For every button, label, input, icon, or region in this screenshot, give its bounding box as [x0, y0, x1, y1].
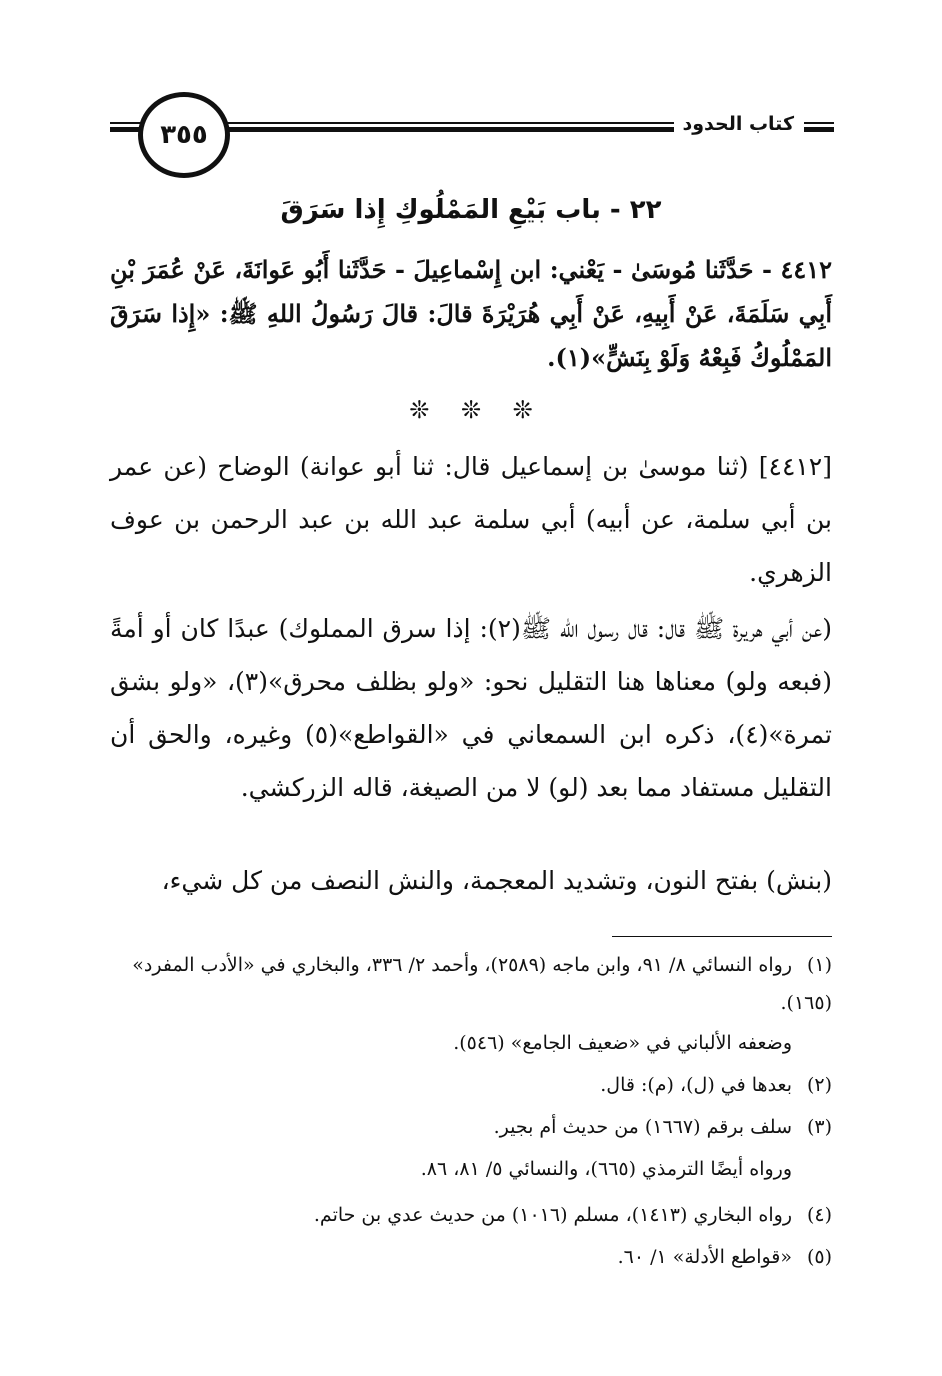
- page-number-badge: ٣٥٥: [138, 92, 230, 178]
- section-separator: ❊ ❊ ❊: [409, 396, 533, 424]
- footnote-5: [110, 1238, 832, 1276]
- footnote-text: بعدها في (ل)، (م): قال.: [600, 1074, 792, 1096]
- footnote-text: رواه النسائي ٨/ ٩١، وابن ماجه (٢٥٨٩)، وأحمد ٢/ ٣٣٦، والبخاري في «الأدب المفرد» (١٦٥).: [132, 954, 832, 1014]
- commentary-paragraph-3: (بنش) بفتح النون، وتشديد المعجمة، والنش النصف من كل شيء،: [161, 866, 832, 895]
- footnote-3: [110, 1108, 832, 1146]
- commentary-paragraph-1: [٤٤١٢] (ثنا موسىٰ بن إسماعيل قال: ثنا أبو عوانة) الوضاح (عن عمر بن أبي سلمة، عن أبيه) أبي سلمة عبد الله بن عبد الرحمن بن عوف الزهري.: [110, 452, 832, 587]
- footnote-number: (٥): [806, 1246, 832, 1268]
- footnote-2: [110, 1066, 832, 1104]
- footnote-3-continuation: ورواه أيضًا الترمذي (٦٦٥)، والنسائي ٥/ ٨١، ٨٦.: [420, 1158, 792, 1180]
- footnote-separator: [612, 936, 832, 937]
- hadith-text: ٤٤١٢ - حَدَّثَنا مُوسَىٰ - يَعْني: ابن إِسْماعِيلَ - حَدَّثَنا أَبُو عَوانَةَ، عَنْ عُمَرَ بْنِ أَبِي سَلَمَةَ، عَنْ أَبِيهِ، عَنْ أَبِي هُرَيْرَةَ قالَ: قالَ رَسُولُ اللهِ ﷺ: «إِذا سَرَقَ المَمْلُوكُ فَبِعْهُ وَلَوْ بِنَشٍّ»(١).: [110, 255, 832, 372]
- footnote-4: [110, 1196, 832, 1234]
- footnote-text: سلف برقم (١٦٦٧) من حديث أم بجير.: [493, 1116, 792, 1138]
- commentary-paragraph-2: (عن أبي هريرة ﷺ قال: قال رسول الله ﷺ(٢): إذا سرق المملوك) عبدًا كان أو أمةً (فبعه ولو) معناها هنا التقليل نحو: «ولو بظلف محرق»(٣)، «ولو بشق تمرة»(٤)، ذكره ابن السمعاني في «القواطع»(٥) وغيره، والحق أن التقليل مستفاد مما بعد (لو) لا من الصيغة، قاله الزركشي.: [110, 614, 833, 802]
- header-rule-right-thick: [804, 127, 834, 132]
- footnote-number: (١): [806, 954, 832, 976]
- footnote-1: [110, 946, 832, 1022]
- chapter-title: ٢٢ - باب بَيْعِ المَمْلُوكِ إِذا سَرَقَ: [280, 195, 662, 225]
- footnote-number: (٤): [806, 1204, 832, 1226]
- footnote-1-continuation: وضعفه الألباني في «ضعيف الجامع» (٥٤٦).: [453, 1032, 792, 1054]
- footnote-number: (٢): [806, 1074, 832, 1096]
- footnote-text: «قواطع الأدلة» ١/ ٦٠.: [617, 1246, 792, 1268]
- footnote-text: رواه البخاري (١٤١٣)، مسلم (١٠١٦) من حديث عدي بن حاتم.: [313, 1204, 792, 1226]
- footnote-number: (٣): [806, 1116, 832, 1138]
- header-rule-right-thin: [804, 122, 834, 124]
- running-header-title: كتاب الحدود: [674, 106, 802, 142]
